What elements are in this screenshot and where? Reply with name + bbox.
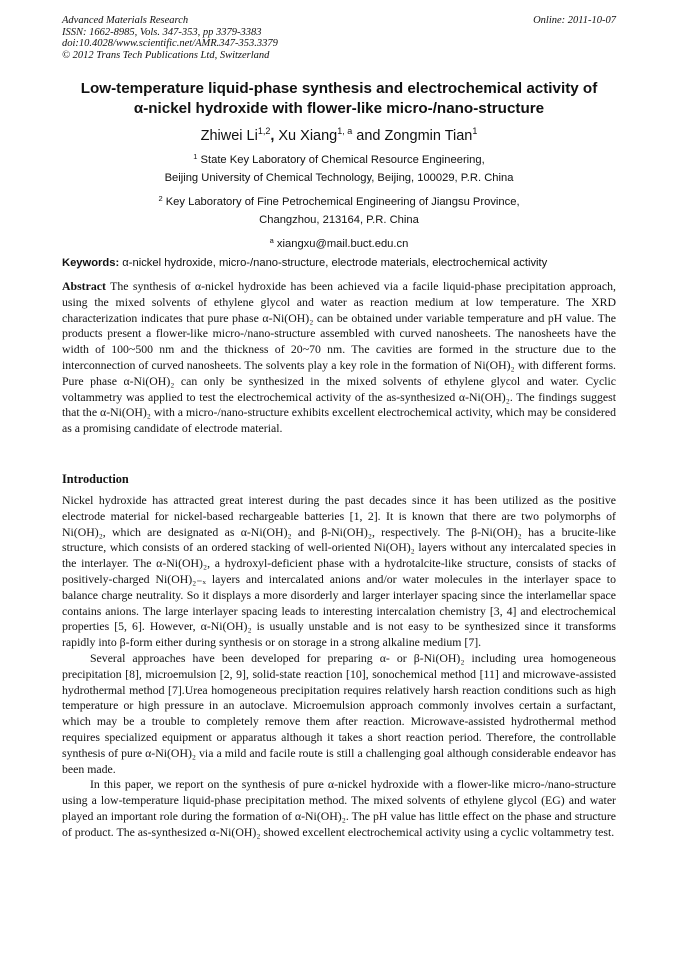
author-name: Xu Xiang bbox=[278, 128, 338, 144]
author-separator: and bbox=[352, 128, 385, 144]
intro-paragraph-2: Several approaches have been developed for preparing α- or β-Ni(OH)₂ including urea homogeneous precipitation [8], microemulsion [2, 9], solid-state reaction [10], sonochemical method [11] and microwave-assisted hydrothermal method [7].Urea homogeneous precipitation requires relatively harsh reaction conditions such as high temperature or high pressure in an autoclave. Microemulsion approach commonly involves certain a surfactant, which may be a trouble to completely remove them after reaction. Microwave-assisted hydrothermal method requires specialized equipment or apparatus although it takes a short reaction period. Therefore, the controllable synthesis of pure α-Ni(OH)₂ via a mild and facile route is still a challenging goal although considerable endeavor has been made. bbox=[62, 650, 616, 776]
online-date: Online: 2011-10-07 bbox=[533, 15, 616, 26]
keywords-text: α-nickel hydroxide, micro-/nano-structure, electrode materials, electrochemical activity bbox=[119, 257, 548, 269]
author-superscript: 1,2 bbox=[257, 126, 271, 136]
paper-title bbox=[40, 79, 638, 118]
email-marker: a bbox=[269, 236, 274, 245]
affiliation-2-line-2: Changzhou, 213164, P.R. China bbox=[259, 214, 419, 226]
email-line bbox=[40, 234, 638, 251]
abstract-text: The synthesis of α-nickel hydroxide has been achieved via a facile liquid-phase precipitation approach, using the mixed solvents of ethylene glycol and water as reaction medium at low temperature. The XRD characterization indicates that pure phase α-Ni(OH)₂ can be obtained under variable temperature and pH value. The products present a flower-like micro-/nano-structure assembled with curved nanosheets. The nanosheets have the width of 100~500 nm and the thickness of 20~70 nm. The cavities are formed in the structure due to the interconnection of curved nanosheets. The solvents play a key role in the formation of Ni(OH)₂ with different forms. Pure phase α-Ni(OH)₂ can only be synthesized in the mixed solvents of ethylene glycol and water. Cyclic voltammetry was applied to test the electrochemical activity of the as-synthesized α-Ni(OH)₂. The findings suggest that the α-Ni(OH)₂ with a micro-/nano-structure exhibits excellent electrochemical activity, which may be considered as a promising candidate of electrode material. bbox=[62, 279, 616, 436]
affiliation-marker: 2 bbox=[158, 194, 163, 203]
author-superscript: 1, a bbox=[337, 126, 353, 136]
author-name: Zhiwei Li bbox=[200, 128, 258, 144]
author-list bbox=[40, 121, 638, 146]
introduction-body bbox=[62, 493, 616, 841]
affiliation-1-line-1: $^1$ State Key Laboratory of Chemical Resource Engineering, bbox=[193, 152, 485, 166]
intro-paragraph-3: In this paper, we report on the synthesis of pure α-nickel hydroxide with a flower-like micro-/nano-structure using a low-temperature liquid-phase precipitation method. The mixed solvents of ethylene glycol (EG) and water played an important role during the formation of α-Ni(OH)₂. The pH value has little effect on the phase and structure of product. The as-synthesized α-Ni(OH)₂ showed excellent electrochemical activity using a cyclic voltammetry test. bbox=[62, 777, 616, 839]
abstract-label: Abstract bbox=[62, 279, 106, 293]
author-superscript: 1 bbox=[472, 126, 478, 136]
author-name: Zongmin Tian bbox=[384, 128, 473, 144]
introduction-heading: Introduction bbox=[62, 472, 129, 486]
issn-line: ISSN: 1662-8985, Vols. 347-353, pp 3379-3383 bbox=[62, 26, 262, 38]
title-line-2: α-nickel hydroxide with flower-like micro-/nano-structure bbox=[133, 99, 545, 117]
keywords-label: Keywords: bbox=[62, 257, 120, 269]
keywords bbox=[62, 256, 622, 270]
affiliation-1-line-2: Beijing University of Chemical Technology, Beijing, 100029, P.R. China bbox=[164, 172, 514, 184]
affiliation-2-line-1: $^2$ Key Laboratory of Fine Petrochemical Engineering of Jiangsu Province, bbox=[158, 194, 520, 208]
affiliation-marker: 1 bbox=[193, 152, 198, 161]
abstract bbox=[62, 279, 616, 437]
author-separator: , bbox=[270, 128, 279, 144]
journal-name: Advanced Materials Research bbox=[62, 15, 189, 26]
intro-paragraph-1: Nickel hydroxide has attracted great interest during the past decades since it has been utilized as the positive electrode material for nickel-based rechargeable batteries [1, 2]. It is known that there are two polymorphs of Ni(OH)₂, which are designated as α-Ni(OH)₂ and β-Ni(OH)₂, respectively. The β-Ni(OH)₂ has a brucite-like structure, which consists of an ordered stacking of well-oriented Ni(OH)₂ layers without any intercalated species in the interlayer. The α-Ni(OH)₂, a hydroxyl-deficient phase with a hydrotalcite-like structure, consists of stacks of positively-charged Ni(OH)₂₋ₓ layers and intercalated anions and/or water molecules in the interlayer space to balance charge neutrality. So it displays a more disorderly and larger interlayer spacing since the interlamellar space contains anions. The large interlayer spacing leads to interesting intercalation chemistry [3, 4] and electrochemical properties [5, 6]. However, α-Ni(OH)₂ is usually unstable and is not easy to be synthesized since it transforms rapidly into β-form either during synthesis or on storage in a strong alkaline medium [7]. bbox=[62, 493, 616, 650]
title-line-1: Low-temperature liquid-phase synthesis and electrochemical activity of bbox=[80, 80, 598, 97]
doi-line: doi:10.4028/www.scientific.net/AMR.347-353.3379 bbox=[62, 38, 278, 50]
publication-header bbox=[62, 15, 616, 61]
email-address: xiangxu@mail.buct.edu.cn bbox=[273, 238, 409, 250]
copyright-line: © 2012 Trans Tech Publications Ltd, Switzerland bbox=[62, 49, 270, 61]
